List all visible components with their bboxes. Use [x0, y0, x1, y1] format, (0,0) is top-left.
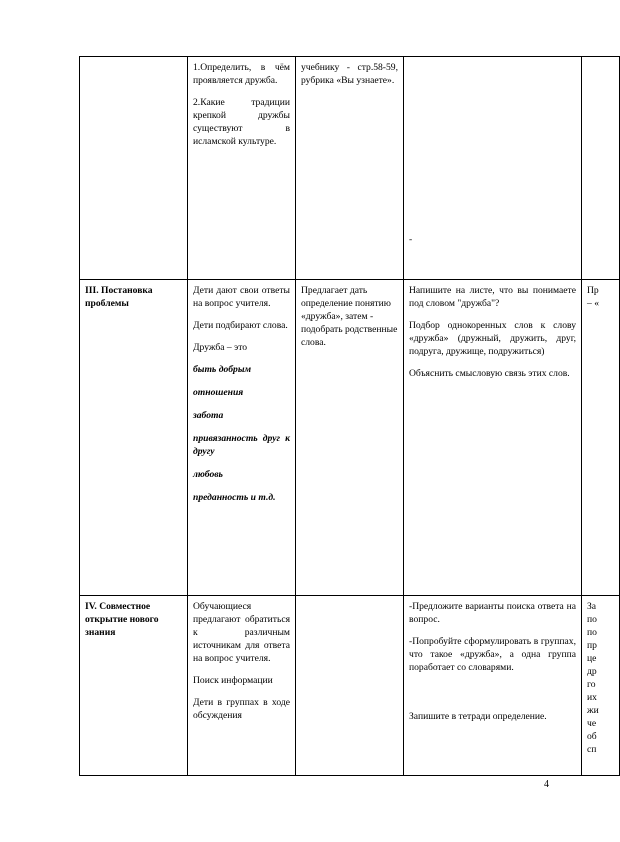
table-row: [80, 280, 620, 596]
teacher-text: Предлагает дать определение понятию «дружба», затем - подобрать родственные слова.: [301, 285, 398, 348]
edge-text: го: [587, 679, 596, 690]
table-row: [80, 57, 620, 280]
word-item: отношения: [193, 387, 244, 398]
edge-text: др: [587, 666, 597, 677]
word-item: быть добрым: [193, 364, 252, 375]
content-cell: [404, 57, 582, 280]
content-text: -: [409, 234, 413, 245]
students-text: Дружба – это: [193, 342, 248, 353]
word-item: забота: [193, 410, 224, 421]
content-text: Запишите в тетради определение.: [409, 711, 547, 722]
content-cell: [404, 280, 582, 596]
edge-text: по: [587, 627, 597, 638]
stage-title: IV. Совместное открытие нового знания: [85, 601, 159, 638]
content-text: Подбор однокоренных слов к слову «дружба» (дружный, дружить, друг, подруга, дружище, подружиться): [409, 320, 576, 357]
students-text: Дети подбирают слова.: [193, 320, 288, 331]
word-item: привязанность друг к другу: [193, 433, 290, 457]
teacher-cell: [296, 280, 404, 596]
content-cell: [404, 596, 582, 776]
content-text: Напишите на листе, что вы понимаете под словом "дружба"?: [409, 285, 576, 309]
edge-cell: [582, 596, 620, 776]
students-cell: [188, 280, 296, 596]
edge-text: За: [587, 601, 597, 612]
edge-text: их: [587, 692, 597, 703]
edge-text: че: [587, 718, 597, 729]
edge-cell: [582, 280, 620, 596]
page-number: 4: [544, 779, 549, 790]
students-cell: [188, 57, 296, 280]
students-text: Поиск информации: [193, 675, 273, 686]
content-text: Объяснить смысловую связь этих слов.: [409, 368, 570, 379]
students-text: Дети дают свои ответы на вопрос учителя.: [193, 285, 290, 309]
students-cell: [188, 596, 296, 776]
students-text: 2.Какие традиции крепкой дружбы существуют в исламской культуре.: [193, 97, 290, 147]
edge-text: об: [587, 731, 597, 742]
stage-cell: [80, 280, 188, 596]
edge-text: жи: [587, 705, 599, 716]
edge-text: – «: [587, 298, 599, 309]
edge-text: це: [587, 653, 597, 664]
word-item: любовь: [193, 469, 223, 480]
lesson-plan-table: [79, 56, 620, 776]
teacher-cell: [296, 57, 404, 280]
edge-text: по: [587, 614, 597, 625]
edge-cell: [582, 57, 620, 280]
students-text: 1.Определить, в чём проявляется дружба.: [193, 62, 290, 86]
edge-text: Пр: [587, 285, 599, 296]
word-item: преданность и т.д.: [193, 492, 276, 503]
content-text: -Попробуйте сформулировать в группах, что такое «дружба», а одна группа поработает со словарями.: [409, 636, 576, 673]
stage-cell: [80, 596, 188, 776]
teacher-text: учебнику - стр.58-59, рубрика «Вы узнаете».: [301, 62, 398, 86]
students-text: Дети в группах в ходе обсуждения: [193, 697, 290, 721]
stage-title: III. Постановка проблемы: [85, 285, 153, 309]
teacher-cell: [296, 596, 404, 776]
table-row: [80, 596, 620, 776]
content-text: -Предложите варианты поиска ответа на вопрос.: [409, 601, 576, 625]
students-text: Обучающиеся предлагают обратиться к различным источникам для ответа на вопрос учителя.: [193, 601, 290, 664]
stage-cell: [80, 57, 188, 280]
edge-text: сп: [587, 744, 597, 755]
edge-text: пр: [587, 640, 597, 651]
